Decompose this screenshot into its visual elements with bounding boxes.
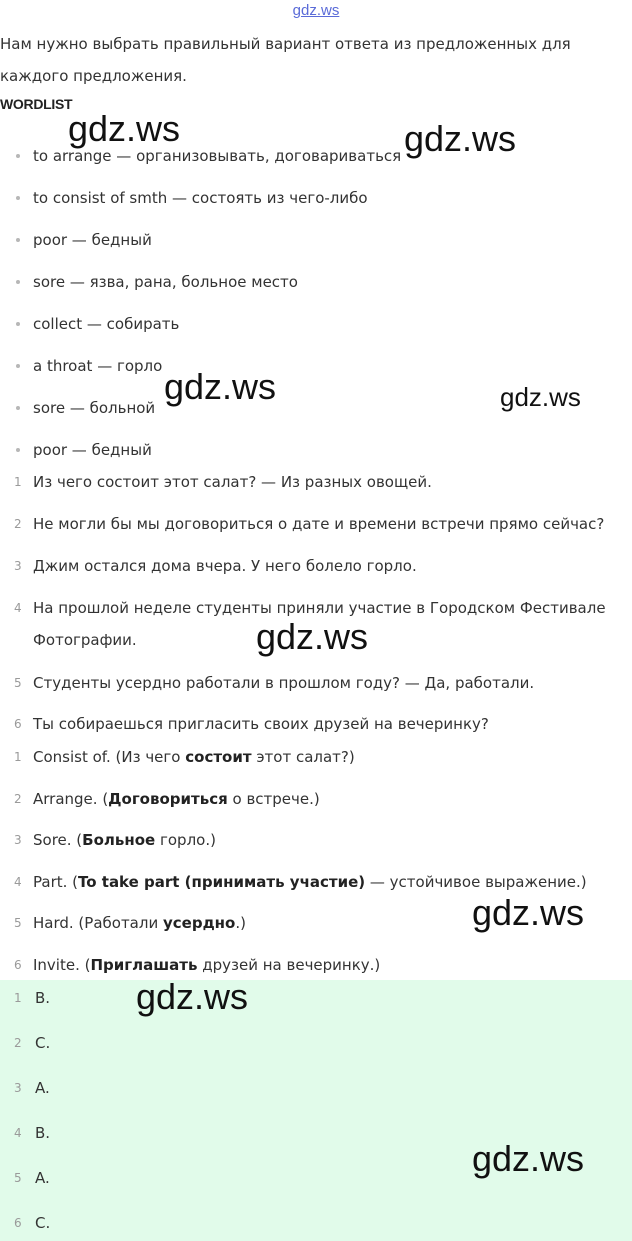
watermark: gdz.ws [472, 1138, 585, 1179]
watermark: gdz.ws [472, 892, 585, 933]
bullet-icon [16, 364, 20, 368]
bullet-icon [16, 280, 20, 284]
bullet-icon [16, 448, 20, 452]
watermark: gdz.ws [256, 616, 369, 657]
watermark: gdz.ws [68, 108, 181, 149]
site-link[interactable]: gdz.ws [292, 2, 340, 19]
watermark: gdz.ws [404, 118, 517, 159]
watermark: gdz.ws [164, 366, 277, 407]
bullet-icon [16, 154, 20, 158]
watermark: gdz.ws [136, 976, 249, 1017]
bullet-icon [16, 238, 20, 242]
intro-text: Нам нужно выбрать правильный вариант ответа из предложенных для каждого предложения. [0, 35, 571, 85]
wordlist-heading: WORDLIST [0, 96, 73, 112]
answers-panel: 1 B. 2 C. 3 A. 4 B. 5 A. 6 C. [0, 980, 632, 1241]
bullet-icon [16, 406, 20, 410]
watermark: gdz.ws [500, 382, 581, 412]
bullet-icon [16, 196, 20, 200]
bullet-icon [16, 322, 20, 326]
